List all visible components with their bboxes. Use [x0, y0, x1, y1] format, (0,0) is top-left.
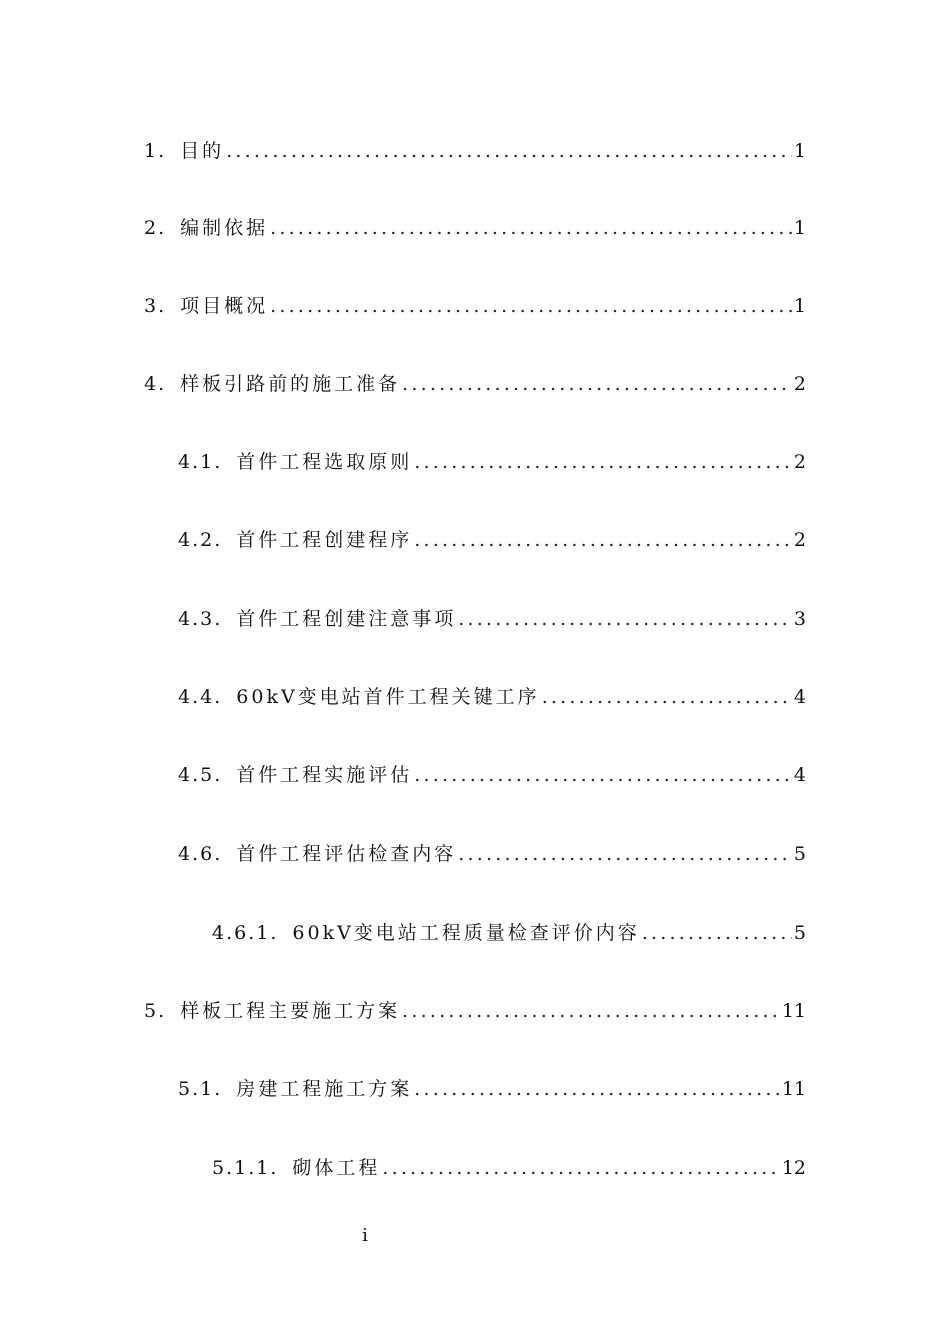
toc-dot-leader [402, 996, 780, 1026]
toc-entry[interactable] [144, 136, 806, 166]
toc-entry-title: 首件工程评估检查内容 [236, 843, 457, 865]
toc-entry[interactable] [212, 918, 806, 948]
toc-entry-page: 5 [793, 922, 806, 944]
toc-entry[interactable] [144, 996, 806, 1026]
toc-entry-title: 砌体工程 [292, 1157, 381, 1179]
toc-entry-page: 3 [793, 608, 806, 630]
toc-entry-number: 5. [144, 1000, 167, 1022]
toc-entry-page: 4 [793, 764, 806, 786]
page-number: i [362, 1225, 368, 1246]
toc-dot-leader [458, 839, 792, 869]
toc-dot-leader [226, 136, 792, 166]
toc-entry[interactable] [178, 682, 806, 712]
toc-entry-page: 11 [781, 1078, 806, 1100]
toc-entry-number: 4.1. [178, 451, 223, 473]
toc-entry-number: 4.4. [178, 686, 223, 708]
toc-entry[interactable] [178, 604, 806, 634]
toc-entry-number: 4.6. [178, 843, 223, 865]
toc-entry-title: 首件工程创建程序 [236, 529, 413, 551]
toc-entry-page: 2 [793, 373, 806, 395]
toc-entry[interactable] [178, 760, 806, 790]
toc-entry[interactable] [144, 369, 806, 399]
toc-dot-leader [542, 682, 792, 712]
toc-dot-leader [642, 918, 792, 948]
toc-dot-leader [414, 447, 792, 477]
toc-dot-leader [414, 760, 792, 790]
toc-entry-number: 4.6.1. [212, 922, 279, 944]
toc-entry[interactable] [212, 1153, 806, 1183]
toc-dot-leader [270, 291, 792, 321]
toc-entry-title: 样板工程主要施工方案 [180, 1000, 401, 1022]
toc-entry-title: 编制依据 [180, 217, 269, 239]
toc-entry[interactable] [144, 213, 806, 243]
toc-entry-number: 5.1. [178, 1078, 223, 1100]
toc-entry-page: 12 [781, 1157, 806, 1179]
toc-entry-number: 4.2. [178, 529, 223, 551]
toc-entry[interactable] [178, 839, 806, 869]
toc-entry-number: 4. [144, 373, 167, 395]
toc-entry-title: 60kV变电站首件工程关键工序 [236, 686, 540, 708]
toc-dot-leader [402, 369, 792, 399]
toc-dot-leader [414, 1074, 780, 1104]
toc-entry-page: 11 [781, 1000, 806, 1022]
toc-dot-leader [382, 1153, 779, 1183]
toc-dot-leader [270, 213, 792, 243]
toc-entry-title: 首件工程创建注意事项 [236, 608, 457, 630]
toc-entry-page: 2 [793, 529, 806, 551]
toc-entry-title: 首件工程选取原则 [236, 451, 413, 473]
toc-entry-title: 首件工程实施评估 [236, 764, 413, 786]
toc-entry[interactable] [178, 525, 806, 555]
toc-entry[interactable] [144, 291, 806, 321]
toc-entry-title: 项目概况 [180, 295, 269, 317]
toc-entry-page: 1 [793, 217, 806, 239]
toc-entry-title: 样板引路前的施工准备 [180, 373, 401, 395]
toc-dot-leader [414, 525, 792, 555]
toc-entry-page: 1 [793, 295, 806, 317]
toc-entry-page: 4 [793, 686, 806, 708]
toc-entry-number: 5.1.1. [212, 1157, 279, 1179]
toc-entry-number: 2. [144, 217, 167, 239]
toc-entry-page: 2 [793, 451, 806, 473]
toc-entry-number: 4.5. [178, 764, 223, 786]
toc-entry[interactable] [178, 447, 806, 477]
toc-entry-title: 目的 [180, 140, 225, 162]
toc-entry-number: 3. [144, 295, 167, 317]
toc-dot-leader [458, 604, 792, 634]
toc-entry-page: 5 [793, 843, 806, 865]
toc-entry[interactable] [178, 1074, 806, 1104]
toc-entry-number: 1. [144, 140, 167, 162]
toc-entry-page: 1 [793, 140, 806, 162]
toc-entry-title: 房建工程施工方案 [236, 1078, 413, 1100]
toc-entry-number: 4.3. [178, 608, 223, 630]
toc-entry-title: 60kV变电站工程质量检查评价内容 [292, 922, 640, 944]
